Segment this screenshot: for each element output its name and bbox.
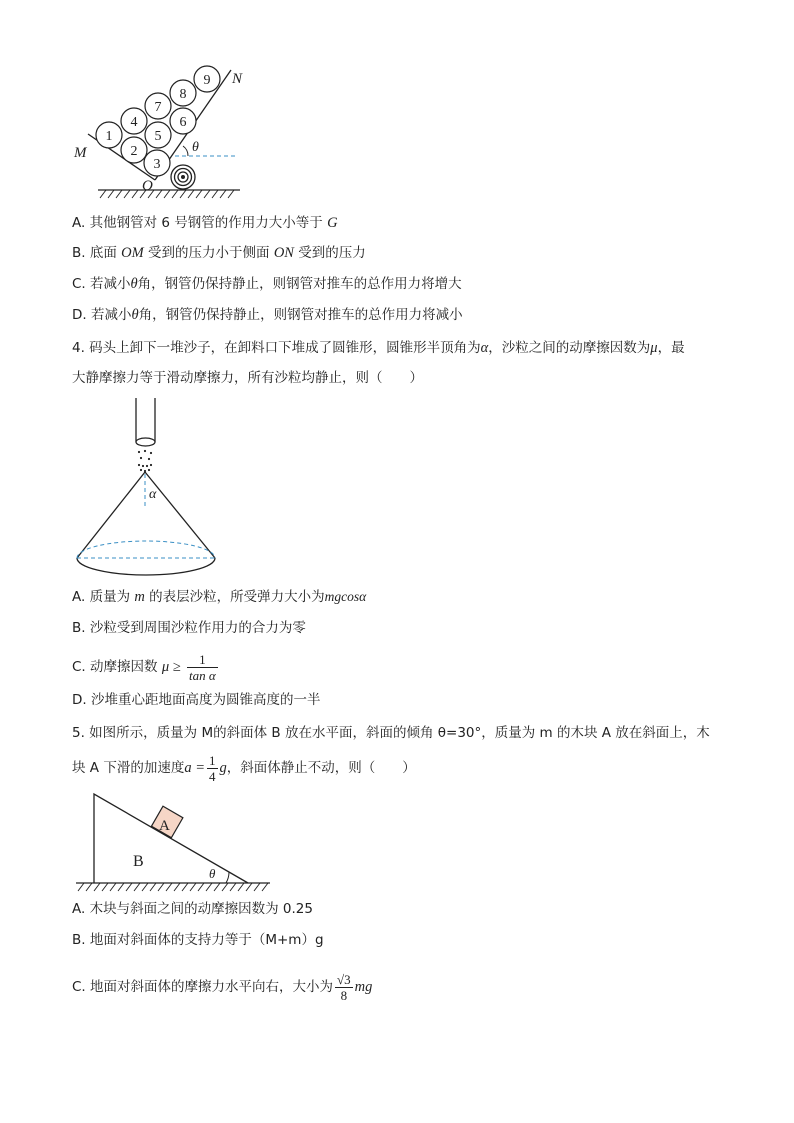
option-text: B. 底面	[72, 245, 117, 261]
pipe-1-label: 1	[105, 129, 113, 144]
option-text: 受到的压力	[298, 245, 366, 261]
incline-b	[94, 794, 248, 883]
q4-option-b[interactable]: B. 沙粒受到周围沙粒作用力的合力为零	[72, 620, 306, 636]
fraction-numerator: 1	[187, 652, 218, 668]
block-b-label: B	[133, 853, 144, 870]
incline-figure	[70, 788, 275, 893]
fraction-denominator: tan α	[188, 667, 216, 683]
q5-stem-line1: 5. 如图所示，质量为 M的斜面体 B 放在水平面，斜面的倾角 θ=30°，质量为 m 的木块 A 放在斜面上，木	[72, 725, 710, 741]
option-text: C. 动摩擦因数	[72, 659, 158, 675]
fraction-numerator: 1	[209, 752, 216, 768]
pipe-4-label: 4	[130, 115, 138, 130]
option-text: 的表层沙粒，所受弹力大小为	[149, 589, 325, 605]
option-text: D. 若减小	[72, 307, 132, 323]
q3-option-d[interactable]	[72, 306, 463, 324]
a-eq: a =	[184, 760, 205, 776]
q5-option-b[interactable]: B. 地面对斜面体的支持力等于（M+m）g	[72, 932, 324, 948]
formula-mgcos: mgcosα	[324, 589, 367, 604]
q4-stem-line2: 大静摩擦力等于滑动摩擦力，所有沙粒均静止，则（ ）	[72, 370, 423, 386]
symbol-theta: θ	[130, 276, 138, 292]
pipe-2-label: 2	[130, 144, 138, 159]
pipe-6-label: 6	[179, 115, 187, 130]
fraction-denominator: 4	[209, 768, 216, 784]
option-text: A. 其他钢管对 6 号钢管的作用力大小等于	[72, 215, 323, 231]
mu-ge: μ ≥	[161, 659, 181, 675]
symbol-theta: θ	[131, 307, 139, 323]
symbol-mu: μ	[650, 340, 658, 356]
q3-option-b[interactable]	[72, 244, 366, 262]
alpha-label: α	[149, 487, 157, 502]
option-text: A. 质量为	[72, 589, 131, 605]
option-text: 角，钢管仍保持静止，则钢管对推车的总作用力将减小	[138, 307, 463, 323]
label-o: O	[142, 178, 153, 194]
q4-option-d[interactable]: D. 沙堆重心距地面高度为圆锥高度的一半	[72, 692, 321, 708]
stem-text: 块 A 下滑的加速度	[72, 760, 185, 776]
pipe-7-label: 7	[154, 100, 162, 115]
q3-option-a[interactable]	[72, 214, 338, 232]
block-a-label: A	[159, 818, 170, 834]
symbol-om: OM	[121, 245, 144, 261]
option-text: 角，钢管仍保持静止，则钢管对推车的总作用力将增大	[137, 276, 462, 292]
wheel-icon	[171, 165, 195, 189]
fraction-sqrt3-over-8	[335, 972, 353, 1003]
pipe-3-label: 3	[153, 157, 161, 172]
label-m: M	[74, 145, 87, 161]
q3-option-c[interactable]	[72, 275, 462, 293]
stem-text: ，沙粒之间的动摩擦因数为	[488, 340, 651, 356]
q4-option-a[interactable]	[72, 588, 366, 606]
symbol-m: m	[134, 589, 145, 605]
sand-cone-figure	[70, 395, 230, 580]
fraction-1-over-4	[207, 753, 218, 784]
symbol-g: G	[327, 215, 338, 231]
fraction-denominator: 8	[340, 987, 348, 1003]
q4-option-c[interactable]	[72, 648, 220, 686]
symbol-mg: mg	[354, 979, 373, 995]
option-text: C. 地面对斜面体的摩擦力水平向右，大小为	[72, 979, 334, 995]
symbol-alpha: α	[480, 340, 489, 356]
q5-stem-line2	[72, 748, 416, 788]
label-n: N	[232, 71, 243, 87]
fraction-numerator: √3	[337, 971, 351, 987]
stem-text: 4. 码头上卸下一堆沙子，在卸料口下堆成了圆锥形，圆锥形半顶角为	[72, 340, 481, 356]
pipe-5-label: 5	[154, 129, 162, 144]
pipe-9-label: 9	[203, 73, 211, 88]
stem-text: ，斜面体静止不动，则（ ）	[226, 760, 416, 776]
q5-option-a[interactable]: A. 木块与斜面之间的动摩擦因数为 0.25	[72, 901, 313, 917]
pipe-8-label: 8	[179, 87, 187, 102]
theta-label: θ	[209, 866, 216, 881]
option-text: C. 若减小	[72, 276, 131, 292]
pipe-stack-figure	[70, 60, 255, 200]
fraction-1-over-tan-alpha	[187, 652, 218, 683]
option-text: 受到的压力小于侧面	[148, 245, 270, 261]
symbol-g: g	[219, 760, 227, 776]
q4-stem-line1	[72, 339, 685, 357]
stem-text: ，最	[657, 340, 685, 356]
theta-label: θ	[192, 140, 199, 155]
symbol-on: ON	[273, 245, 294, 261]
q5-option-c[interactable]	[72, 966, 372, 1008]
